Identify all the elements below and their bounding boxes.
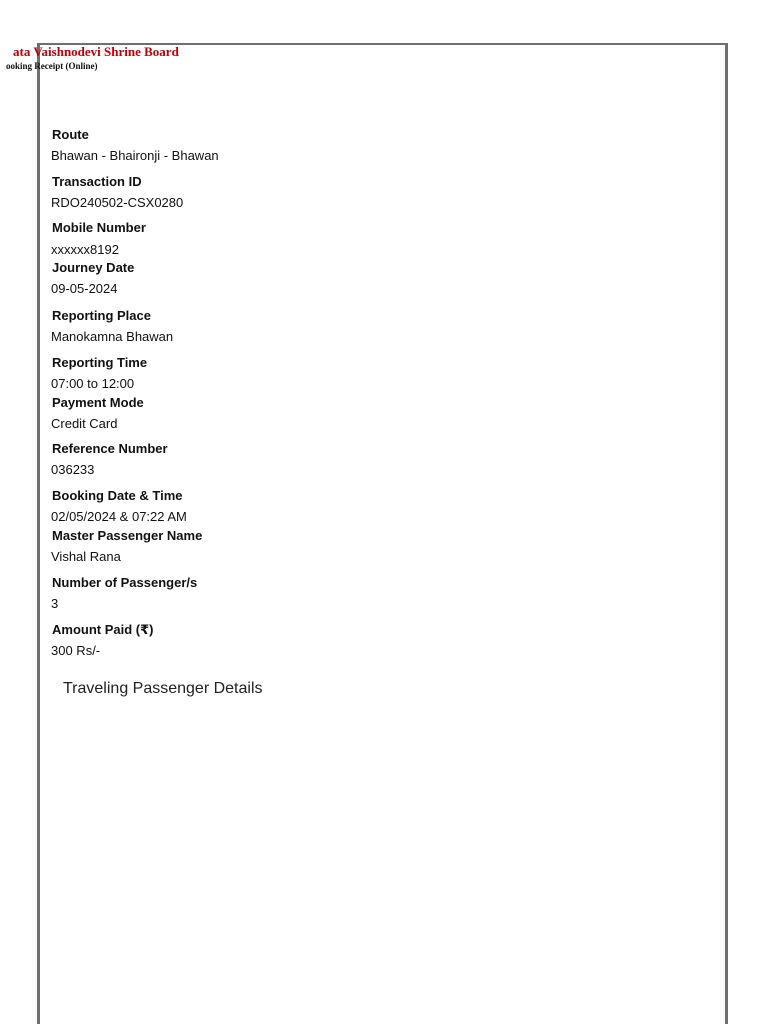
- field-label: Transaction ID: [52, 174, 142, 189]
- field-booking-date-time: [52, 488, 187, 525]
- receipt-header: [0, 44, 179, 72]
- field-value: 300 Rs/-: [51, 643, 101, 658]
- field-journey-date: [52, 260, 134, 297]
- field-number-of-passengers: [52, 575, 197, 612]
- field-value: Vishal Rana: [51, 549, 121, 564]
- field-label: Journey Date: [52, 260, 135, 275]
- section-title-traveling-passengers: Traveling Passenger Details: [63, 680, 263, 697]
- field-amount-paid: [52, 622, 153, 659]
- field-label: Number of Passenger/s: [52, 575, 198, 590]
- field-label: Reference Number: [52, 441, 168, 456]
- field-label: Reporting Place: [52, 308, 151, 323]
- org-name: ata Vaishnodevi Shrine Board: [13, 44, 179, 59]
- field-value: xxxxxx8192: [51, 242, 119, 257]
- field-value: 02/05/2024 & 07:22 AM: [51, 509, 187, 524]
- field-value: Credit Card: [51, 416, 118, 431]
- field-label: Route: [52, 127, 89, 142]
- field-label: Master Passenger Name: [52, 528, 203, 543]
- field-value: 3: [51, 596, 59, 611]
- field-payment-mode: [52, 395, 144, 432]
- field-transaction-id: [52, 174, 183, 211]
- field-value: RDO240502-CSX0280: [51, 195, 184, 210]
- field-label: Booking Date & Time: [52, 488, 183, 503]
- field-route: [52, 127, 219, 164]
- field-label: Payment Mode: [52, 395, 144, 410]
- field-value: Manokamna Bhawan: [51, 329, 174, 344]
- field-label: Amount Paid (₹): [52, 622, 154, 637]
- field-reporting-time: [52, 355, 147, 392]
- field-value: 09-05-2024: [51, 281, 118, 296]
- field-label: Reporting Time: [52, 355, 148, 370]
- field-master-passenger-name: [52, 528, 202, 565]
- field-reference-number: [52, 441, 168, 478]
- field-value: 036233: [51, 462, 95, 477]
- field-value: 07:00 to 12:00: [51, 376, 135, 391]
- field-value: Bhawan - Bhaironji - Bhawan: [51, 148, 219, 163]
- field-mobile-number: [52, 220, 146, 258]
- receipt-title: ooking Receipt (Online): [6, 61, 98, 71]
- field-label: Mobile Number: [52, 220, 146, 235]
- field-reporting-place: [52, 308, 173, 345]
